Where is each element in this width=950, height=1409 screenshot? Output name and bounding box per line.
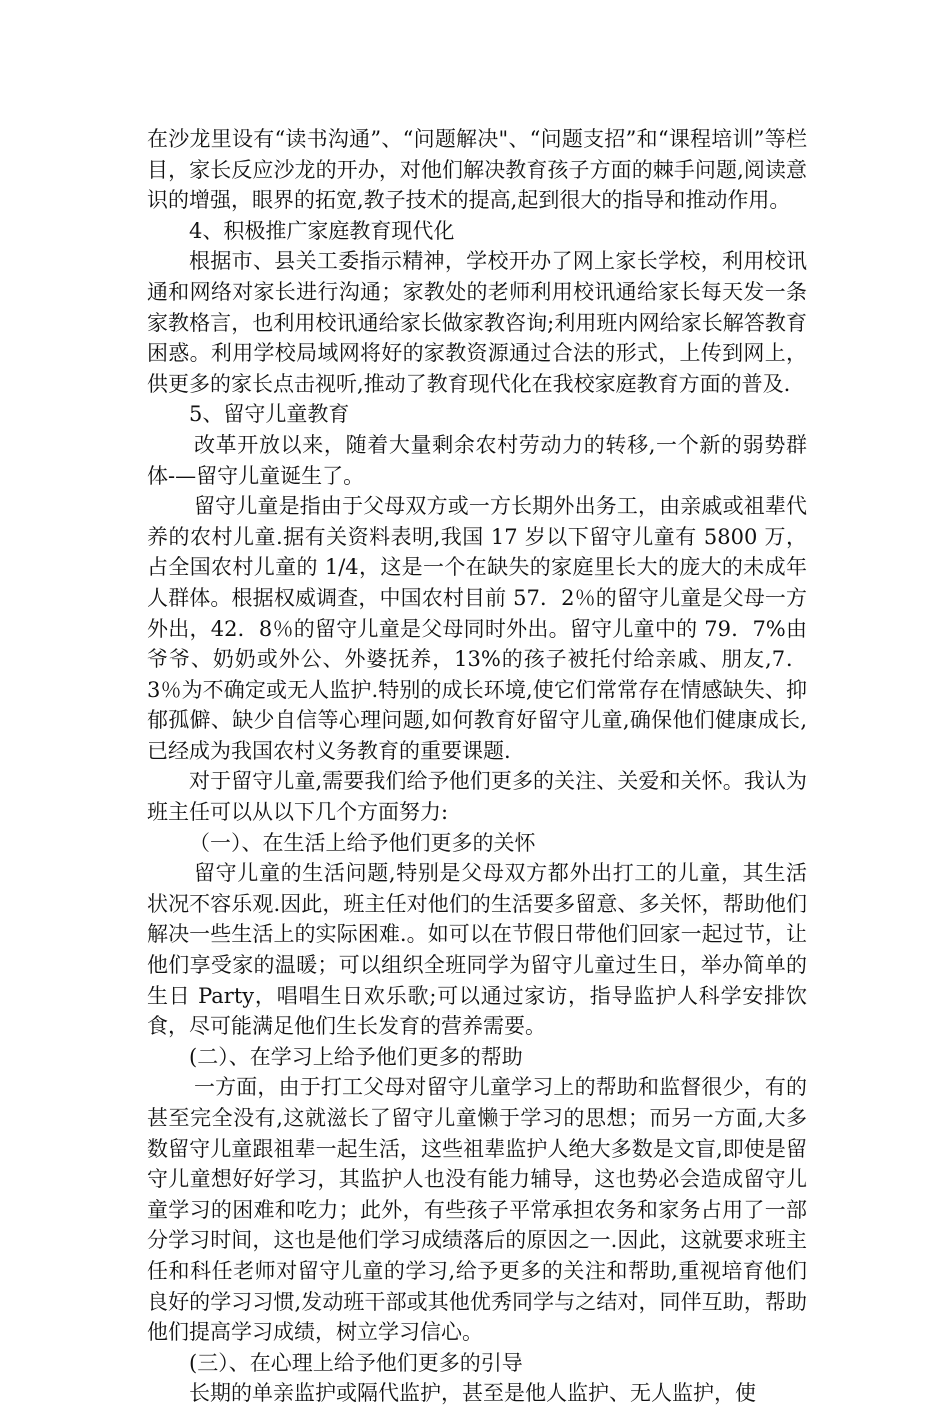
document-body: [147, 124, 807, 1409]
heading-psychological-guidance: (三）、在心理上给予他们更多的引导: [189, 1350, 523, 1375]
heading-study-help: (二）、在学习上给予他们更多的帮助: [189, 1044, 523, 1069]
paragraph-online-parent-school: 根据市、县关工委指示精神，学校开办了网上家长学校，利用校讯通和网络对家长进行沟通；家教处的老师利用校讯通给家长每天发一条家教格言，也利用校讯通给家长做家教咨询;利用班内网给家长解答教育困惑。利用学校局域网将好的家教资源通过合法的形式，上传到网上，供更多的家长点击视听,推动了教育现代化在我校家庭教育方面的普及.: [147, 249, 807, 396]
paragraph-life-care: 留守儿童的生活问题,特别是父母双方都外出打工的儿童，其生活状况不容乐观.因此，班主任对他们的生活要多留意、多关怀，帮助他们解决一些生活上的实际困难.。如可以在节假日带他们回家一起过节，让他们享受家的温暖；可以组织全班同学为留守儿童过生日，举办简单的生日 Party，唱唱生日欢乐歌;可以通过家访，指导监护人科学安排饮食，尽可能满足他们生长发育的营养需要。: [147, 861, 807, 1039]
paragraph-salon-continued: 在沙龙里设有“读书沟通”、“问题解决"、“问题支招”和“课程培训”等栏目，家长反应沙龙的开办，对他们解决教育孩子方面的棘手问题,阅读意识的增强，眼界的拓宽,教子技术的提高,起到很大的指导和推动作用。: [147, 127, 807, 213]
paragraph-psychological-guidance: 长期的单亲监护或隔代监护，甚至是他人监护、无人监护，使: [189, 1381, 756, 1406]
heading-left-behind-children: 5、留守儿童教育: [189, 402, 350, 427]
heading-life-care: （一）、在生活上给予他们更多的关怀: [189, 830, 536, 855]
heading-education-modernization: 4、积极推广家庭教育现代化: [189, 218, 455, 243]
paragraph-reform-intro: 改革开放以来，随着大量剩余农村劳动力的转移,一个新的弱势群体-—留守儿童诞生了。: [147, 432, 807, 488]
paragraph-study-help: 一方面，由于打工父母对留守儿童学习上的帮助和监督很少，有的甚至完全没有,这就滋长了留守儿童懒于学习的思想；而另一方面,大多数留守儿童跟祖辈一起生活，这些祖辈监护人绝大多数是文盲,即使是留守儿童想好好学习，其监护人也没有能力辅导，这也势必会造成留守儿童学习的困难和吃力；此外，有些孩子平常承担农务和家务占用了一部分学习时间，这也是他们学习成绩落后的原因之一.因此，这就要求班主任和科任老师对留守儿童的学习,给予更多的关注和帮助,重视培育他们良好的学习习惯,发动班干部或其他优秀同学与之结对，同伴互助，帮助他们提高学习成绩，树立学习信心。: [147, 1075, 807, 1345]
paragraph-teacher-efforts: 对于留守儿童,需要我们给予他们更多的关注、关爱和关怀。我认为班主任可以从以下几个方面努力:: [147, 769, 807, 825]
paragraph-left-behind-statistics: 留守儿童是指由于父母双方或一方长期外出务工，由亲戚或祖辈代养的农村儿童.据有关资料表明,我国 17 岁以下留守儿童有 5800 万，占全国农村儿童的 1/4，这是一个在缺失的家庭里长大的庞大的未成年人群体。根据权威调查，中国农村目前 57．2％的留守儿童是父母一方外出，42．8％的留守儿童是父母同时外出。留守儿童中的 79．7%由爷爷、奶奶或外公、外婆抚养，13%的孩子被托付给亲戚、朋友,7．3％为不确定或无人监护.特别的成长环境,使它们常常存在情感缺失、抑郁孤僻、缺少自信等心理问题,如何教育好留守儿童,确保他们健康成长,已经成为我国农村义务教育的重要课题.: [147, 494, 807, 763]
